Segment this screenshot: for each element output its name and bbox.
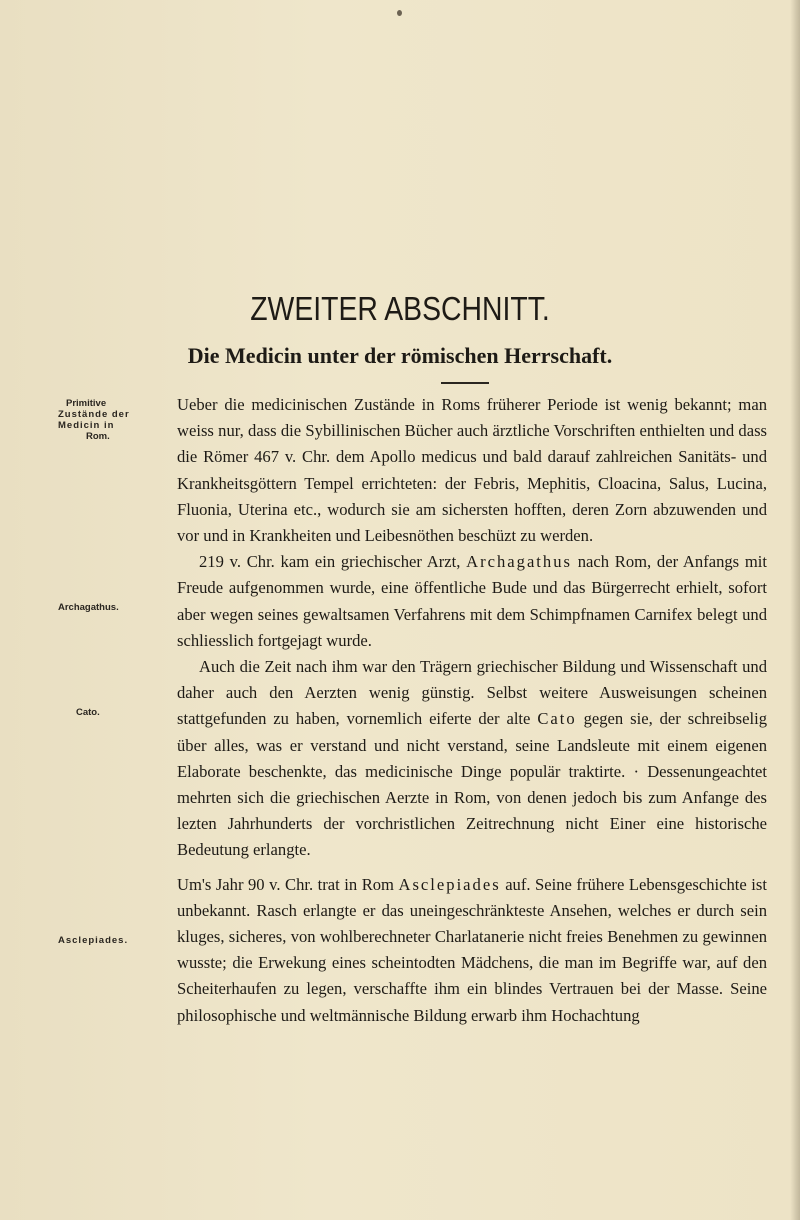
paragraph-asclepiades [177, 872, 767, 1029]
margin-note-line: Primitive [66, 398, 107, 409]
margin-note-line: Medicin in [58, 420, 115, 431]
paragraph-text: gegen sie, der schreibselig über alles, was er verstand und nicht verstand, seine Landsleute mit einem eigenen Elaborate beschenkte, das medicinische Dinge populär traktirte. · Dessenungeachtet mehrten sich die griechischen Aerzte in Rom, von denen jedoch bis zum Anfange des lezten Jahrhunderts der vorchristlichen Zeitrechnung nicht Einer eine historische Bedeutung erlangte. [177, 709, 767, 860]
person-name: Asclepiades [398, 874, 501, 894]
paragraph-text: nach Rom, der Anfangs mit Freude aufgenommen wurde, eine öffentliche Bude und das Bürgerrecht erhielt, sofort aber wegen seines gewaltsamen Verfahrens mit dem Schimpfnamen Carnifex belegt und schliesslich fortgejagt wurde. [177, 552, 767, 650]
section-heading: ZWEITER ABSCHNITT. [250, 290, 550, 327]
paragraph-text: Um's Jahr 90 v. Chr. trat in Rom [177, 874, 394, 894]
margin-note-line: Zustände der [58, 409, 130, 420]
section-subheading: Die Medicin unter der römischen Herrschaft. [187, 343, 613, 368]
margin-note-asclepiades: Asclepiades. [58, 935, 129, 946]
paragraph-text: auf. Seine frühere Lebensgeschichte ist unbekannt. Rasch erlangte er das uneingeschränkteste Ansehen, welches er durch sein kluges, sicheres, von wohlberechneter Charlatanerie nicht freies Benehmen zu gewinnen wusste; die Erwekung eines scheintodten Mädchens, die man im Begriffe war, auf den Scheiterhaufen zu legen, verschaffte ihm ein blindes Vertrauen bei der Masse. Seine philosophische und weltmännische Bildung erwarb ihm Hochachtung [177, 874, 767, 1025]
margin-note-line: Rom. [86, 431, 110, 442]
margin-note-primitive [58, 398, 170, 442]
page-edge-shadow [790, 0, 800, 1220]
paragraph-text: Ueber die medicinischen Zustände in Roms früherer Periode ist wenig bekannt; man weiss nur, dass die Sybillinischen Bücher auch ärztliche Vorschriften enthielten und dass die Römer 467 v. Chr. dem Apollo medicus und bald darauf zahlreichen Sanitäts- und Krankheitsgöttern Tempel errichteten: der Febris, Mephitis, Cloacina, Salus, Lucina, Fluonia, Uterina etc., wodurch sie am sichersten hofften, deren Zorn abzuwenden und vor und in Krankheiten und Leibesnöthen beschüzt zu werden. [177, 395, 767, 546]
paragraph-text: 219 v. Chr. kam ein griechischer Arzt, [199, 552, 461, 572]
margin-note-archagathus: Archagathus. [58, 602, 119, 613]
paragraph-primitive [177, 392, 767, 549]
ink-dot [397, 10, 402, 16]
paragraph-text: Auch die Zeit nach ihm war den Trägern griechischer Bildung und Wissenschaft und daher auch den Aerzten wenig günstig. Selbst weitere Ausweisungen scheinen stattgefunden zu haben, vornemlich eiferte der alte [177, 657, 767, 729]
paragraph-cato [177, 654, 767, 864]
paragraph-archagathus [177, 549, 767, 654]
paragraph-gap [177, 864, 767, 872]
margin-note-cato: Cato. [76, 707, 100, 718]
heading-rule [441, 382, 489, 384]
body-text [177, 392, 767, 1029]
person-name: Cato [537, 709, 577, 729]
person-name: Archagathus [466, 552, 572, 572]
